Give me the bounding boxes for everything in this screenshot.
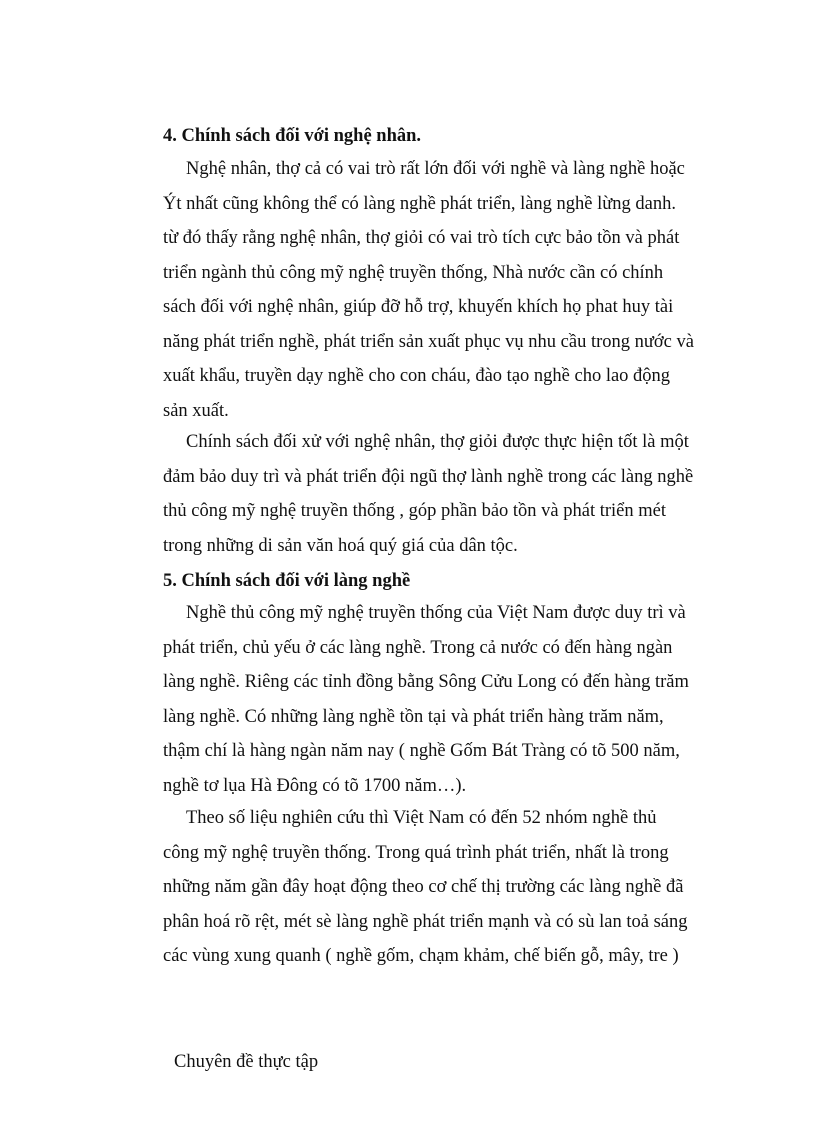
text-line: Nghề thủ công mỹ nghệ truyền thống của Việt Nam được duy trì và bbox=[186, 603, 686, 623]
text-line: triển ngành thủ công mỹ nghệ truyền thống, Nhà nước cần có chính bbox=[163, 262, 664, 283]
text-line: thủ công mỹ nghệ truyền thống , góp phần bảo tồn và phát triển mét bbox=[163, 501, 666, 521]
text-line: những năm gần đây hoạt động theo cơ chế thị trường các làng nghề đã bbox=[163, 877, 684, 897]
text-line: năng phát triển nghề, phát triển sản xuất phục vụ nhu cầu trong nước và bbox=[163, 331, 694, 352]
text-line: phân hoá rõ rệt, mét sè làng nghề phát triển mạnh và có sù lan toả sáng bbox=[163, 911, 688, 932]
section-5-paragraph-1 bbox=[163, 596, 723, 803]
text-line: nghề tơ lụa Hà Đông có tõ 1700 năm…). bbox=[163, 775, 467, 796]
text-line: sản xuất. bbox=[163, 400, 229, 421]
section-4-heading: 4. Chính sách đối với nghệ nhân. bbox=[163, 126, 422, 146]
text-line: phát triển, chủ yếu ở các làng nghề. Trong cả nước có đến hàng ngàn bbox=[163, 637, 673, 658]
text-line: xuất khẩu, truyền dạy nghề cho con cháu, đào tạo nghề cho lao động bbox=[163, 366, 671, 386]
section-4-paragraph-2 bbox=[163, 425, 723, 563]
text-line: đảm bảo duy trì và phát triển đội ngũ thợ lành nghề trong các làng nghề bbox=[163, 466, 694, 487]
section-4-paragraph-1 bbox=[163, 152, 723, 428]
text-line: Nghệ nhân, thợ cả có vai trò rất lớn đối với nghề và làng nghề hoặc bbox=[186, 159, 685, 179]
page-footer: Chuyên đề thực tập bbox=[174, 1052, 319, 1072]
text-line: Theo số liệu nghiên cứu thì Việt Nam có đến 52 nhóm nghề thủ bbox=[186, 808, 657, 828]
text-line: làng nghề. Riêng các tỉnh đồng bằng Sông Cửu Long có đến hàng trăm bbox=[163, 672, 689, 692]
text-line: các vùng xung quanh ( nghề gốm, chạm khảm, chế biến gỗ, mây, tre ) bbox=[163, 946, 679, 966]
section-5-paragraph-2 bbox=[163, 801, 723, 974]
text-line: làng nghề. Có những làng nghề tồn tại và phát triển hàng trăm năm, bbox=[163, 706, 664, 727]
text-line: Chính sách đối xử với nghệ nhân, thợ giỏi được thực hiện tốt là một bbox=[186, 432, 689, 452]
text-line: thậm chí là hàng ngàn năm nay ( nghề Gốm Bát Tràng có tõ 500 năm, bbox=[163, 741, 680, 761]
text-line: sách đối với nghệ nhân, giúp đỡ hỗ trợ, khuyến khích họ phat huy tài bbox=[163, 297, 674, 317]
text-line: Ýt nhất cũng không thể có làng nghề phát triển, làng nghề lừng danh. bbox=[163, 193, 677, 214]
section-5-heading: 5. Chính sách đối với làng nghề bbox=[163, 571, 411, 591]
text-line: công mỹ nghệ truyền thống. Trong quá trình phát triển, nhất là trong bbox=[163, 842, 669, 863]
text-line: trong những di sản văn hoá quý giá của dân tộc. bbox=[163, 535, 518, 556]
text-line: từ đó thấy rằng nghệ nhân, thợ giỏi có vai trò tích cực bảo tồn và phát bbox=[163, 228, 680, 248]
